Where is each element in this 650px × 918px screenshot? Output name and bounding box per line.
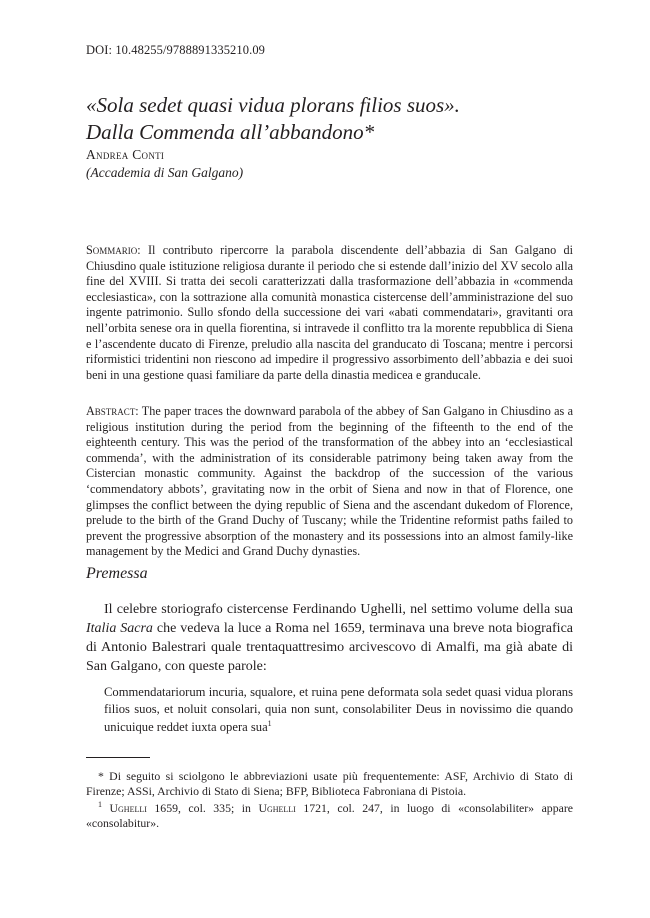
footnote-1-mark: 1	[98, 800, 102, 810]
para-italic-title: Italia Sacra	[86, 621, 153, 636]
footnote-divider	[86, 757, 150, 758]
abstract-block	[86, 404, 573, 560]
sommario-block	[86, 243, 573, 383]
footnote-ref-1[interactable]: 1	[267, 718, 272, 728]
abstract-text: The paper traces the downward parabola of the abbey of San Galgano in Chiusdino as a religious institution during the period from the beginning of the fifteenth to the end of the eighteenth century. This was the period of the transformation of the abbey into an ‘ecclesiastical commenda’, with the administration of its considerable patrimony being taken away from the Cistercian monastic community. Against the backdrop of the succession of the various ‘commendatory abbots’, gravitating now in the orbit of Siena and now in that of Florence, one glimpses the conflict between the dying republic of Siena and the ascendant dukedom of Florence, prelude to the birth of the Grand Duchy of Tuscany; while the Tridentine reformist paths failed to prevent the progressive absorption of the monastery and its possessions into an almost family-like management by the Medici and Grand Duchy dynasties.	[86, 404, 573, 559]
title-line-1: «Sola sedet quasi vidua plorans filios suos».	[86, 93, 460, 117]
footnote-1-text: 1659, col. 335; in	[146, 801, 259, 815]
section-heading: Premessa	[86, 565, 148, 582]
sommario-text: Il contributo ripercorre la parabola discendente dell’abbazia di San Galgano di Chiusdino quale istituzione religiosa durante il periodo che si estende dall’inizio del XV secolo alla fine del XVIII. Si tratta dei secoli caratterizzati dalla trasformazione dell’abbazia in «commenda ecclesiastica», con la sottrazione alla comunità monastica cistercense dell’amministrazione del suo ingente patrimonio. Sullo sfondo della successione dei vari «abati commendatari», gravitanti ora nell’orbita senese ora in quella fiorentina, si intravede il conflitto tra la morente repubblica di Siena e l’ascendente ducato di Firenze, preludio alla nascita del granducato di Toscana; mentre i percorsi riformistici tridentini non riescono ad impedire il progressivo assorbimento dell’abbazia e dei suoi beni in una gestione quasi familiare da parte della dinastia medicea e granducale.	[86, 243, 573, 382]
footnote-1-author-2: Ughelli	[258, 801, 296, 815]
sommario-label: Sommario:	[86, 243, 141, 257]
block-quote	[104, 684, 573, 736]
footnote-1-author: Ughelli	[109, 801, 147, 815]
abstract-label: Abstract:	[86, 404, 139, 418]
quote-text: Commendatariorum incuria, squalore, et ruina pene deformata sola sedet quasi vidua plorans filios suos, et noluit consolari, quia non sunt, consolabiliter Deus in novissimo die quando unicuique reddet iuxta opera sua	[104, 685, 573, 734]
author-affiliation: (Accademia di San Galgano)	[86, 165, 244, 180]
footnote-1	[86, 801, 573, 831]
footnote-star: * Di seguito si sciolgono le abbreviazioni usate più frequentemente: ASF, Archivio di Stato di Firenze; ASSi, Archivio di Stato di Siena; BFP, Biblioteca Fabroniana di Pistoia.	[86, 769, 573, 798]
author-name: Andrea Conti	[86, 147, 165, 162]
body-paragraph	[86, 600, 573, 676]
para-text-after: che vedeva la luce a Roma nel 1659, terminava una breve nota biografica di Antonio Balestrari quale trentaquattresimo arcivescovo di Amalfi, ma già abate di San Galgano, con queste parole:	[86, 621, 573, 674]
title-line-2: Dalla Commenda all’abbandono*	[86, 120, 375, 144]
para-text-before: Il celebre storiografo cistercense Ferdinando Ughelli, nel settimo volume della sua	[104, 602, 573, 617]
footnote-1-text-end: 1721, col. 247, in luogo di «consolabiliter» appare «consolabitur».	[86, 801, 573, 830]
article-title	[86, 92, 586, 146]
doi-line: DOI: 10.48255/9788891335210.09	[86, 43, 266, 57]
